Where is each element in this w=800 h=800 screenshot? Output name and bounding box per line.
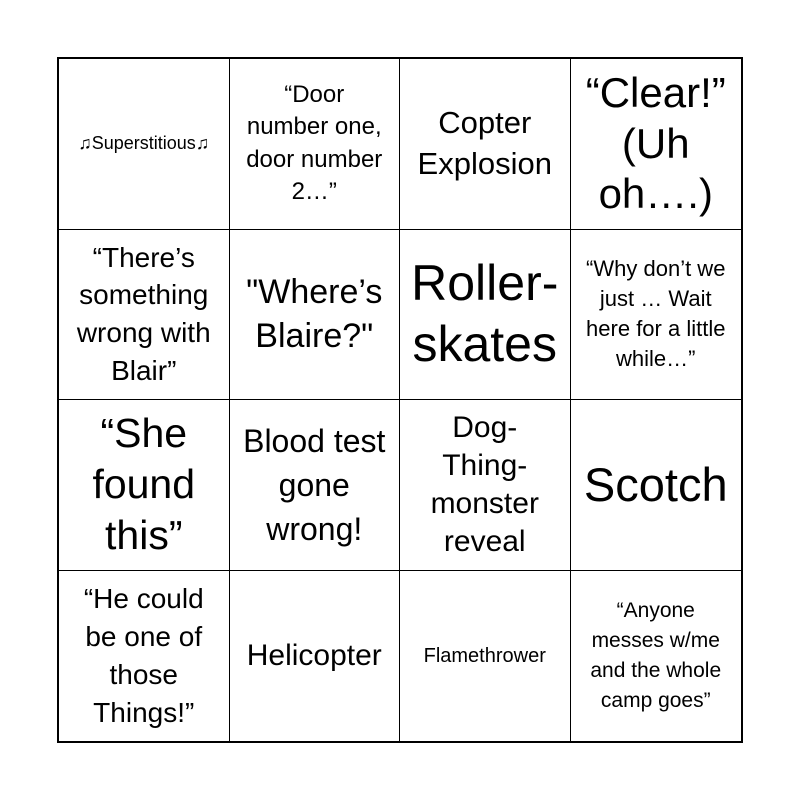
cell-text: Flamethrower [423,644,546,667]
bingo-cell[interactable] [400,400,571,571]
cell-text: Helicopter [246,639,382,673]
bingo-cell[interactable] [400,230,571,401]
bingo-cell[interactable] [230,59,401,230]
cell-text: “Why don’t we just … Wait here for a little while…” [586,256,726,372]
bingo-cell[interactable] [59,571,230,742]
cell-text: “Door number one, door number 2…” [246,80,383,206]
bingo-cell[interactable] [230,400,401,571]
cell-text: “He could be one of those Things!” [83,583,204,728]
bingo-cell[interactable] [571,571,742,742]
bingo-cell[interactable] [571,400,742,571]
bingo-cell[interactable] [59,59,230,230]
cell-text: Copter Explosion [417,105,552,181]
cell-text: “There’s something wrong with Blair” [76,241,211,387]
cell-text: Scotch [583,457,728,511]
cell-text: Blood test gone wrong! [243,422,386,547]
bingo-board [57,57,743,743]
bingo-cell[interactable] [400,571,571,742]
bingo-cell[interactable] [571,230,742,401]
bingo-cell[interactable] [571,59,742,230]
cell-text: "Where’s Blaire?" [246,273,383,356]
cell-text: Roller-skates [411,255,559,373]
cell-text: Dog-Thing-monster reveal [430,410,539,558]
bingo-cell[interactable] [59,230,230,401]
cell-text: ♫Superstitious♫ [78,132,210,153]
bingo-cell[interactable] [230,230,401,401]
bingo-cell[interactable] [230,571,401,742]
cell-text: “Clear!” (Uh oh….) [585,69,726,217]
cell-text: “She found this” [92,409,196,559]
bingo-cell[interactable] [59,400,230,571]
bingo-cell[interactable] [400,59,571,230]
cell-text: “Anyone messes w/me and the whole camp goes” [590,598,722,712]
